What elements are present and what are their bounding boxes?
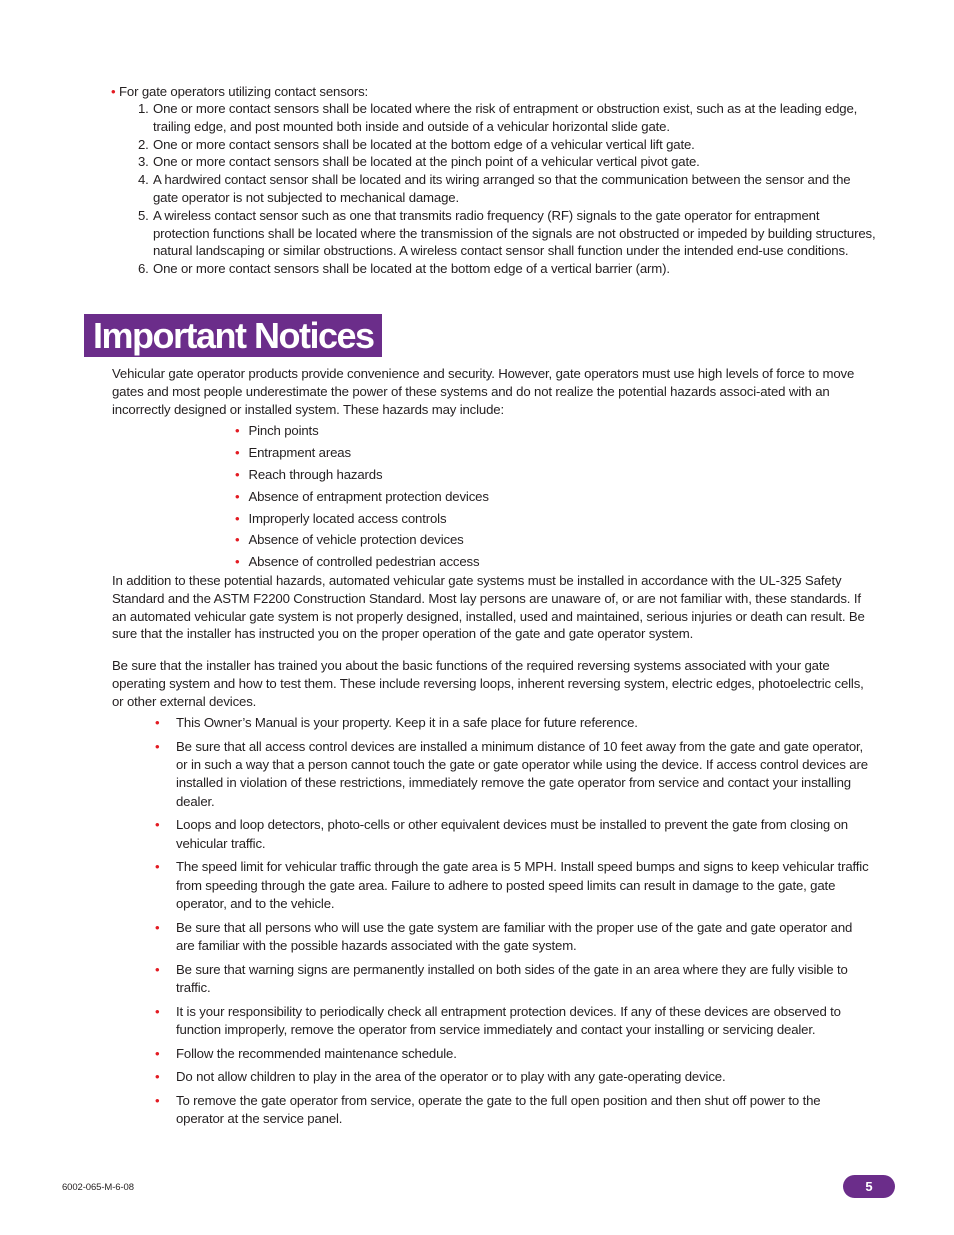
standards-paragraph: In addition to these potential hazards, automated vehicular gate systems must be installed in accordance with the UL-325 Safety Standard and the ASTM F2200 Construction Standard. Most lay persons are unaware of, or are not familiar with, these standards. If an automated vehicular gate system is not properly designed, installed, used and maintained, serious injuries or death can result. Be sure that the installer has instructed you on the proper operation of the gate and gate operator system. (112, 573, 865, 642)
list-item (155, 1092, 870, 1129)
bullet-icon: • (235, 423, 240, 438)
list-item (138, 136, 878, 154)
hazard-text: Entrapment areas (248, 444, 351, 460)
list-item (138, 153, 878, 171)
list-item (155, 1045, 870, 1063)
item-number: 1. (138, 101, 149, 116)
list-item (155, 1068, 870, 1086)
list-item (235, 530, 489, 552)
contact-sensors-intro-text: For gate operators utilizing contact sensors: (118, 84, 369, 99)
item-text: One or more contact sensors shall be located at the bottom edge of a vertical barrier (arm). (153, 261, 670, 277)
section-heading: Important Notices (84, 314, 382, 357)
notice-text: To remove the gate operator from service, operate the gate to the full open position and then shut off power to the operator at the service panel. (176, 1093, 821, 1127)
list-item (155, 919, 870, 956)
bullet-icon: • (111, 84, 116, 99)
list-item (155, 961, 870, 998)
list-item (235, 443, 489, 465)
hazard-text: Absence of vehicle protection devices (248, 532, 464, 548)
intro-paragraph: Vehicular gate operator products provide convenience and security. However, gate operators must use high levels of force to move gates and most people underestimate the power of these systems and do not realize the potential hazards associ-ated with an incorrectly designed or installed system. These hazards may include: (112, 366, 855, 417)
document-code: 6002-065-M-6-08 (62, 1182, 134, 1193)
item-text: A hardwired contact sensor shall be located and its wiring arranged so that the communication between the sensor and the gate operator is not subjected to mechanical damage. (153, 172, 851, 205)
notices-list (155, 714, 870, 1134)
page-number: 5 (843, 1175, 895, 1198)
list-item (155, 714, 870, 732)
item-number: 5. (138, 207, 149, 223)
bullet-icon: • (155, 1093, 160, 1108)
list-item (235, 421, 489, 443)
list-item (235, 487, 489, 509)
hazard-text: Absence of controlled pedestrian access (248, 554, 480, 570)
contact-sensors-list (138, 100, 878, 278)
hazard-text: Reach through hazards (248, 466, 383, 482)
notice-text: Be sure that warning signs are permanently installed on both sides of the gate in an area where they are fully visible to traffic. (176, 961, 848, 996)
notice-text: Loops and loop detectors, photo-cells or other equivalent devices must be installed to prevent the gate from closing on vehicular traffic. (176, 817, 848, 851)
bullet-icon: • (155, 1003, 160, 1019)
hazard-text: Improperly located access controls (248, 510, 447, 526)
list-item (155, 738, 870, 812)
notice-text: Follow the recommended maintenance schedule. (176, 1045, 457, 1061)
bullet-icon: • (235, 444, 240, 460)
list-item (155, 816, 870, 853)
item-number: 3. (138, 154, 149, 170)
notice-text: The speed limit for vehicular traffic through the gate area is 5 MPH. Install speed bumps and signs to keep vehicular traffic from speeding through the gate area. Failure to adhere to posted speed limits can result in damage to the gate, gate operator, and to the vehicle. (176, 859, 869, 912)
bullet-icon: • (155, 1069, 160, 1085)
bullet-icon: • (155, 715, 160, 730)
list-item (155, 1003, 870, 1040)
bullet-icon: • (235, 554, 240, 570)
list-item (138, 260, 878, 278)
notice-text: This Owner’s Manual is your property. Keep it in a safe place for future reference. (176, 715, 638, 730)
notice-text: Do not allow children to play in the area of the operator or to play with any gate-operating device. (176, 1069, 726, 1085)
bullet-icon: • (155, 738, 160, 754)
bullet-icon: • (155, 961, 160, 977)
bullet-icon: • (155, 859, 160, 875)
list-item (155, 858, 870, 913)
list-item (138, 171, 878, 207)
notice-text: Be sure that all persons who will use the gate system are familiar with the proper use of the gate and gate operator and are familiar with the possible hazards associated with the gate system. (176, 919, 853, 954)
bullet-icon: • (155, 1045, 160, 1061)
item-number: 2. (138, 136, 149, 152)
list-item (138, 100, 878, 136)
list-item (235, 465, 489, 487)
list-item (138, 207, 878, 260)
hazard-text: Absence of entrapment protection devices (248, 488, 489, 504)
item-number: 4. (138, 172, 149, 188)
item-text: One or more contact sensors shall be located at the pinch point of a vehicular vertical pivot gate. (153, 154, 700, 170)
bullet-icon: • (155, 817, 160, 833)
item-number: 6. (138, 261, 149, 277)
notice-text: Be sure that all access control devices are installed a minimum distance of 10 feet away from the gate and gate operator, or in such a way that a person cannot touch the gate or gate operator while using the device. If access control devices are installed in violation of these restrictions, immediately remove the gate operator from service and contact your installing dealer. (176, 738, 868, 809)
list-item (235, 552, 489, 574)
list-item (235, 509, 489, 531)
notice-text: It is your responsibility to periodically check all entrapment protection devices. If any of these devices are observed to function improperly, remove the operator from service immediately and contact your installing or servicing dealer. (176, 1003, 841, 1038)
hazard-text: Pinch points (248, 423, 319, 438)
item-text: One or more contact sensors shall be located at the bottom edge of a vehicular vertical lift gate. (153, 136, 695, 152)
contact-sensors-intro (111, 83, 368, 101)
item-text: A wireless contact sensor such as one that transmits radio frequency (RF) signals to the gate operator for entrapment protection functions shall be located where the transmission of the signals are not obstructed or impeded by building structures, natural landscaping or similar obstructions. A wireless contact sensor shall function under the intended end-use conditions. (153, 207, 876, 259)
bullet-icon: • (155, 919, 160, 935)
bullet-icon: • (235, 532, 240, 548)
training-paragraph: Be sure that the installer has trained you about the basic functions of the required reversing systems associated with your gate operating system and how to test them. These include reversing loops, inherent reversing system, electric edges, photoelectric cells, or other external devices. (112, 658, 864, 709)
hazards-list (235, 421, 489, 574)
item-text: One or more contact sensors shall be located where the risk of entrapment or obstruction exist, such as at the leading edge, trailing edge, and post mounted both inside and outside of a vehicular horizontal slide gate. (153, 101, 858, 134)
bullet-icon: • (235, 510, 240, 526)
bullet-icon: • (235, 466, 240, 482)
bullet-icon: • (235, 488, 240, 504)
